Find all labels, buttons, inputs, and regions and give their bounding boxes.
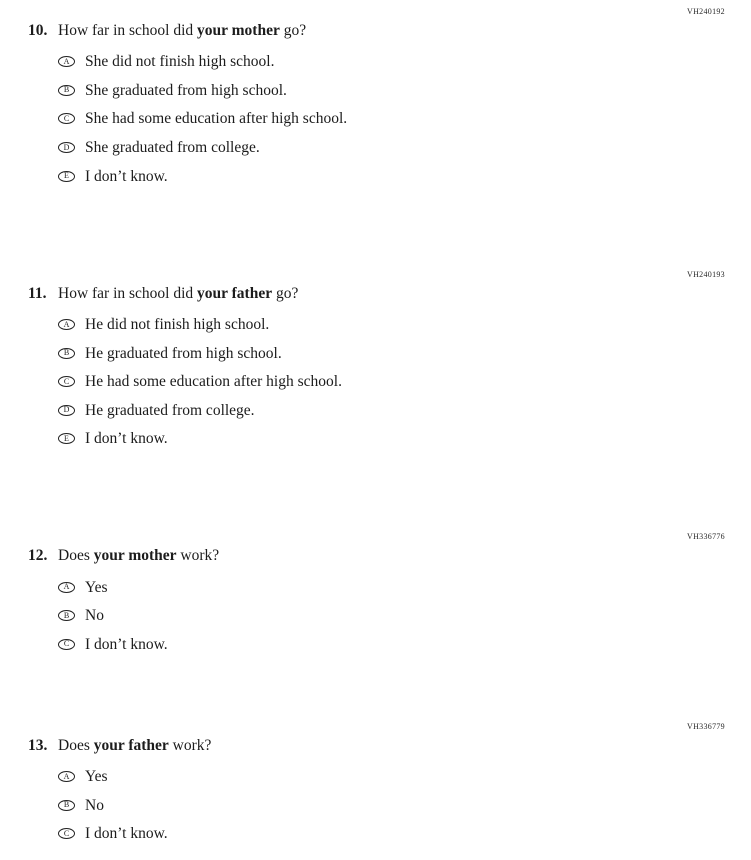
question-text-pre: Does: [58, 736, 94, 754]
question-text: [58, 736, 211, 755]
question-text-pre: How far in school did: [58, 284, 198, 302]
option-bubble-a[interactable]: A: [58, 582, 75, 593]
option-label: She graduated from college.: [85, 139, 260, 157]
option-bubble-c[interactable]: C: [58, 376, 75, 387]
option-label: I don’t know.: [85, 430, 168, 448]
answer-option: [58, 607, 725, 624]
answer-option: [58, 139, 725, 156]
question-text-post: work?: [176, 547, 220, 565]
question-number: 11.: [28, 284, 47, 302]
option-label: He graduated from high school.: [85, 344, 282, 362]
option-bubble-b[interactable]: B: [58, 610, 75, 621]
question-text-post: work?: [168, 736, 212, 754]
answer-option: [58, 579, 725, 596]
question-prompt: [28, 21, 725, 40]
option-bubble-d[interactable]: D: [58, 142, 75, 153]
option-label: No: [85, 796, 104, 814]
option-label: I don’t know.: [85, 167, 168, 185]
option-bubble-a[interactable]: A: [58, 56, 75, 67]
answer-options: [28, 316, 725, 447]
answer-option: [58, 768, 725, 785]
question-number: 13.: [28, 736, 48, 754]
question-11: [28, 271, 725, 448]
option-bubble-d[interactable]: D: [58, 405, 75, 416]
question-10: [28, 8, 725, 185]
option-bubble-a[interactable]: A: [58, 319, 75, 330]
question-text-post: go?: [279, 22, 307, 39]
answer-option: [58, 82, 725, 99]
question-number: 10.: [28, 22, 48, 39]
answer-option: [58, 797, 725, 814]
question-prompt: [28, 736, 725, 755]
answer-option: [58, 110, 725, 127]
option-bubble-c[interactable]: C: [58, 113, 75, 124]
question-text-bold: your father: [93, 736, 169, 754]
option-label: Yes: [85, 768, 108, 786]
question-12: [28, 533, 725, 653]
answer-option: [58, 345, 725, 362]
option-label: She graduated from high school.: [85, 81, 287, 99]
option-label: He had some education after high school.: [85, 373, 342, 391]
answer-option: [58, 430, 725, 447]
option-label: He graduated from college.: [85, 401, 255, 419]
option-label: Yes: [85, 578, 108, 596]
question-text-bold: your mother: [197, 22, 280, 39]
answer-options: [28, 579, 725, 653]
answer-option: [58, 825, 725, 842]
option-bubble-b[interactable]: B: [58, 85, 75, 96]
answer-option: [58, 168, 725, 185]
option-bubble-b[interactable]: B: [58, 348, 75, 359]
question-prompt: [28, 546, 725, 565]
question-text: [58, 21, 306, 40]
option-label: She had some education after high school.: [85, 110, 348, 128]
question-text-post: go?: [272, 284, 299, 302]
option-bubble-e[interactable]: E: [58, 171, 75, 182]
question-text-bold: your mother: [93, 547, 177, 565]
question-text-bold: your father: [197, 284, 273, 302]
question-text: [58, 546, 219, 565]
option-bubble-b[interactable]: B: [58, 800, 75, 811]
question-text-pre: Does: [58, 547, 94, 565]
question-code: VH240193: [687, 269, 725, 279]
answer-options: [28, 53, 725, 184]
option-bubble-e[interactable]: E: [58, 433, 75, 444]
answer-option: [58, 316, 725, 333]
option-label: She did not finish high school.: [85, 53, 275, 71]
question-code: VH336776: [687, 532, 725, 542]
option-bubble-c[interactable]: C: [58, 828, 75, 839]
question-code: VH336779: [687, 721, 725, 731]
question-text-pre: How far in school did: [58, 22, 198, 39]
option-label: No: [85, 607, 104, 625]
answer-option: [58, 53, 725, 70]
question-text: [58, 284, 298, 303]
question-code: VH240192: [687, 7, 725, 16]
option-bubble-c[interactable]: C: [58, 639, 75, 650]
option-label: I don’t know.: [85, 635, 168, 653]
option-label: I don’t know.: [85, 825, 168, 843]
option-bubble-a[interactable]: A: [58, 771, 75, 782]
option-label: He did not finish high school.: [85, 315, 270, 333]
question-prompt: [28, 284, 725, 303]
answer-options: [28, 768, 725, 842]
question-13: [28, 723, 725, 843]
answer-option: [58, 636, 725, 653]
answer-option: [58, 373, 725, 390]
question-number: 12.: [28, 547, 48, 565]
answer-option: [58, 402, 725, 419]
